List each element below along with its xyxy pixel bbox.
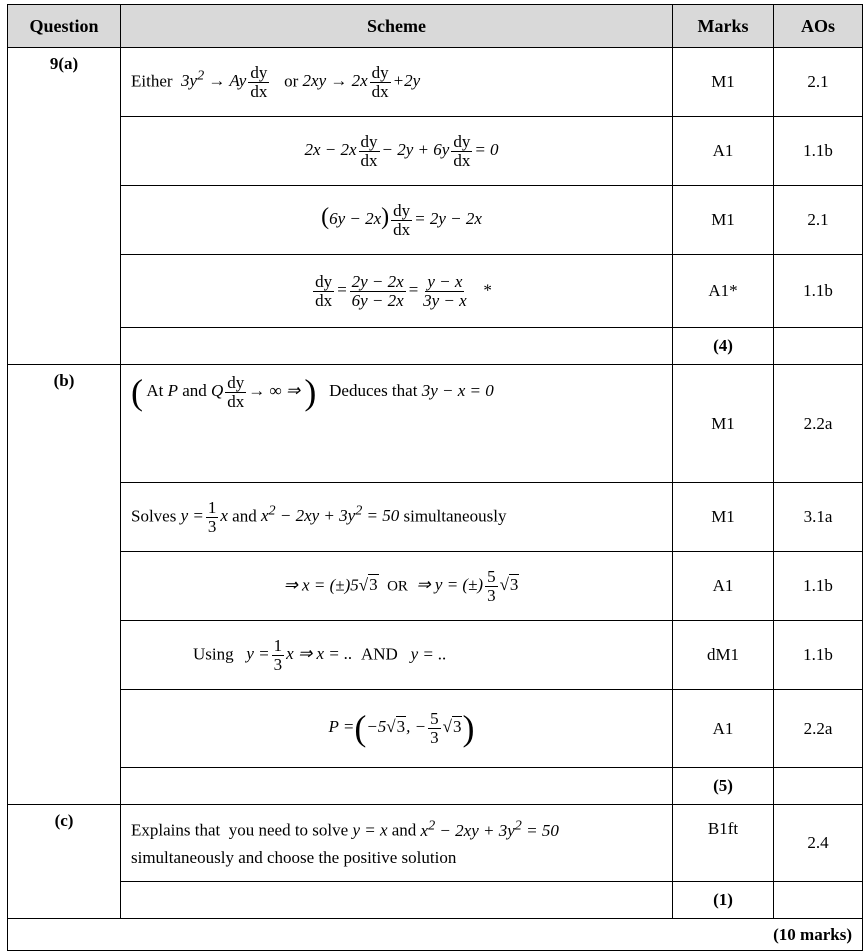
subtotal-b: (5) [673, 768, 774, 805]
table-row [8, 117, 863, 186]
subtotal-c: (1) [673, 882, 774, 919]
ao-cell: 2.1 [774, 186, 863, 255]
total-marks: (10 marks) [8, 919, 863, 951]
ao-cell-empty [774, 328, 863, 365]
total-row [8, 919, 863, 951]
scheme-cell: (6y − 2x) $\frac{dy}{dx}$ = 2y − 2x [121, 186, 673, 255]
question-label-b: (b) [8, 365, 121, 805]
scheme-cell: Solves y = $\frac{1}{3}$ x and $x^2 - 2xy + 3y^2 = 50$ simultaneously [121, 483, 673, 552]
scheme-cell: Either $3y^2 \to Ay$ $\frac{dy}{dx}$ or 2xy → 2x $\frac{dy}{dx}$ +2y [121, 48, 673, 117]
marks-cell: dM1 [673, 621, 774, 690]
scheme-cell: Explains that you need to solve y = x and $x^2 - 2xy + 3y^2 = 50$ simultaneously and choose the positive solution [121, 805, 673, 882]
question-label-c: (c) [8, 805, 121, 919]
header-question: Question [8, 5, 121, 48]
table-row [8, 621, 863, 690]
header-row [8, 5, 863, 48]
marks-cell: A1* [673, 255, 774, 328]
marks-cell: B1ft [673, 805, 774, 882]
subtotal-a: (4) [673, 328, 774, 365]
ao-cell: 2.2a [774, 365, 863, 483]
table-row [8, 186, 863, 255]
ao-cell: 2.2a [774, 690, 863, 768]
ao-cell: 1.1b [774, 621, 863, 690]
scheme-cell: ( At P and Q $\frac{dy}{dx}$ → ∞ ⇒ ) Deduces that 3y − x = 0 [121, 365, 673, 483]
marks-cell: A1 [673, 552, 774, 621]
scheme-cell: 2x − 2x $\frac{dy}{dx}$ − 2y + 6y $\frac{dy}{dx}$ = 0 [121, 117, 673, 186]
ao-cell-empty [774, 768, 863, 805]
marks-cell: A1 [673, 117, 774, 186]
table-row [8, 328, 863, 365]
ao-cell: 1.1b [774, 552, 863, 621]
scheme-cell: Using y = $\frac{1}{3}$ x ⇒ x = .. AND y = .. [121, 621, 673, 690]
ao-cell-empty [774, 882, 863, 919]
table-row [8, 552, 863, 621]
scheme-cell-empty [121, 882, 673, 919]
marks-cell: M1 [673, 483, 774, 552]
marks-cell: A1 [673, 690, 774, 768]
mark-scheme-table [7, 4, 863, 951]
scheme-cell-empty [121, 328, 673, 365]
ao-cell: 1.1b [774, 117, 863, 186]
scheme-cell: P =(−5√3, − $\frac{5}{3}$ √3) [121, 690, 673, 768]
table-row [8, 882, 863, 919]
table-row [8, 690, 863, 768]
ao-cell: 1.1b [774, 255, 863, 328]
table-row [8, 483, 863, 552]
header-aos: AOs [774, 5, 863, 48]
table-row [8, 805, 863, 882]
ao-cell: 2.4 [774, 805, 863, 882]
marks-cell: M1 [673, 48, 774, 117]
table-row [8, 48, 863, 117]
ao-cell: 3.1a [774, 483, 863, 552]
scheme-cell: ⇒ x = (±)5√3 OR ⇒ y = (±) $\frac{5}{3}$ √3 [121, 552, 673, 621]
marks-cell: M1 [673, 186, 774, 255]
question-label-a: 9(a) [8, 48, 121, 365]
scheme-cell: $\frac{dy}{dx}$ = $\frac{2y - 2x}{6y - 2x}$ = $\frac{y - x}{3y - x}$ * [121, 255, 673, 328]
table-row [8, 365, 863, 483]
ao-cell: 2.1 [774, 48, 863, 117]
header-scheme: Scheme [121, 5, 673, 48]
table-row [8, 255, 863, 328]
marks-cell: M1 [673, 365, 774, 483]
scheme-cell-empty [121, 768, 673, 805]
header-marks: Marks [673, 5, 774, 48]
table-row [8, 768, 863, 805]
